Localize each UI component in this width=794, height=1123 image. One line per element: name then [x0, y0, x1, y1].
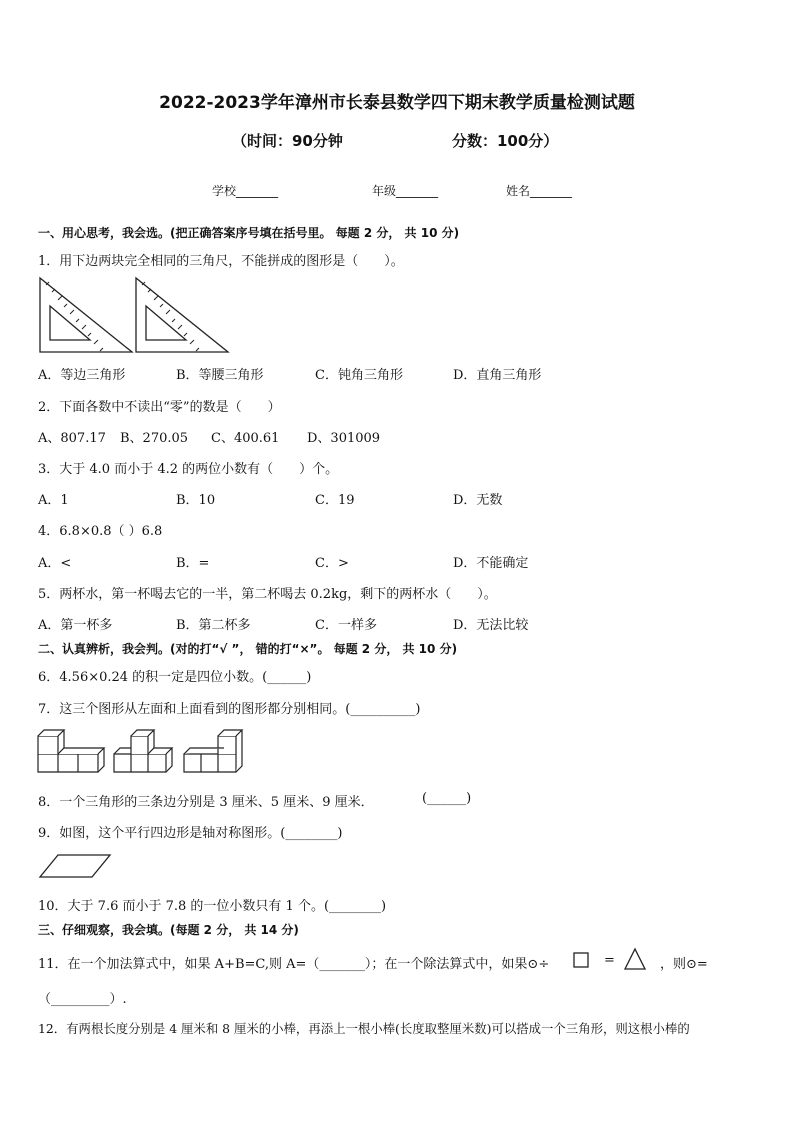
question-8: 8．一个三角形的三条边分别是 3 厘米、5 厘米、9 厘米． — [38, 795, 374, 810]
q2-option-a[interactable]: A、807.17 — [38, 431, 106, 446]
question-11: 11．在一个加法算式中，如果 A+B=C,则 A=（_______）；在一个除法算式中，如果⊙÷ — [38, 957, 550, 972]
q2-option-d[interactable]: D、301009 — [307, 431, 381, 446]
question-9: 9．如图，这个平行四边形是轴对称图形。(________) — [38, 826, 343, 841]
question-2: 2．下面各数中不读出“零”的数是（ ） — [38, 400, 281, 415]
page-title: 2022-2023学年漳州市长泰县数学四下期末教学质量检测试题 — [159, 93, 635, 113]
question-11-equals: = — [604, 953, 615, 968]
parallelogram-figure — [40, 854, 112, 878]
q3-option-c[interactable]: C．19 — [315, 493, 355, 508]
question-1: 1．用下边两块完全相同的三角尺，不能拼成的图形是（ ）。 — [38, 254, 404, 269]
q5-option-c[interactable]: C．一样多 — [315, 618, 377, 633]
section1-heading: 一、用心思考，我会选。(把正确答案序号填在括号里。 每题 2 分， 共 10 分) — [38, 226, 460, 240]
question-6: 6．4.56×0.24 的积一定是四位小数。(______) — [38, 670, 312, 685]
q4-option-c[interactable]: C．> — [315, 556, 349, 571]
question-5: 5．两杯水，第一杯喝去它的一半，第二杯喝去 0.2kg，剩下的两杯水（ ）。 — [38, 587, 497, 602]
q1-option-a[interactable]: A．等边三角形 — [38, 368, 126, 383]
question-4: 4．6.8×0.8（ ）6.8 — [38, 524, 163, 539]
q2-option-b[interactable]: B、270.05 — [120, 431, 189, 446]
school-field: 学校_______ — [212, 184, 279, 198]
square-symbol-icon — [573, 952, 589, 968]
q4-option-b[interactable]: B．= — [176, 556, 210, 571]
q4-option-d[interactable]: D．不能确定 — [453, 556, 529, 571]
q5-option-b[interactable]: B．第二杯多 — [176, 618, 251, 633]
question-8-blank[interactable]: (______) — [422, 791, 472, 806]
question-7: 7．这三个图形从左面和上面看到的图形都分别相同。(__________) — [38, 702, 421, 717]
q3-option-d[interactable]: D．无数 — [453, 493, 503, 508]
exam-time: （时间：90分钟 — [232, 132, 343, 150]
set-square-figure — [38, 276, 238, 356]
q4-option-a[interactable]: A．< — [38, 556, 72, 571]
question-11-tail: ，则⊙= — [660, 957, 708, 972]
q1-option-c[interactable]: C．钝角三角形 — [315, 368, 403, 383]
question-11-answer[interactable]: （_________）. — [38, 992, 127, 1007]
q1-option-b[interactable]: B．等腰三角形 — [176, 368, 264, 383]
q2-option-c[interactable]: C、400.61 — [211, 431, 280, 446]
section3-heading: 三、仔细观察，我会填。(每题 2 分， 共 14 分) — [38, 923, 299, 937]
question-12: 12．有两根长度分别是 4 厘米和 8 厘米的小棒，再添上一根小棒(长度取整厘米数)可以搭成一个三角形，则这根小棒的 — [38, 1021, 690, 1036]
question-10: 10．大于 7.6 而小于 7.8 的一位小数只有 1 个。(________) — [38, 899, 387, 914]
section2-heading: 二、认真辨析，我会判。(对的打“√ ”， 错的打“×”。 每题 2 分， 共 10 分) — [38, 642, 458, 656]
q5-option-d[interactable]: D．无法比较 — [453, 618, 529, 633]
grade-field: 年级_______ — [372, 184, 439, 198]
q3-option-a[interactable]: A．1 — [38, 493, 69, 508]
q3-option-b[interactable]: B．10 — [176, 493, 216, 508]
cube-figures — [38, 728, 250, 776]
q5-option-a[interactable]: A．第一杯多 — [38, 618, 113, 633]
q1-option-d[interactable]: D．直角三角形 — [453, 368, 542, 383]
triangle-symbol-icon — [624, 948, 646, 970]
name-field: 姓名_______ — [506, 184, 573, 198]
exam-score: 分数：100分） — [452, 132, 559, 150]
question-3: 3．大于 4.0 而小于 4.2 的两位小数有（ ）个。 — [38, 462, 339, 477]
